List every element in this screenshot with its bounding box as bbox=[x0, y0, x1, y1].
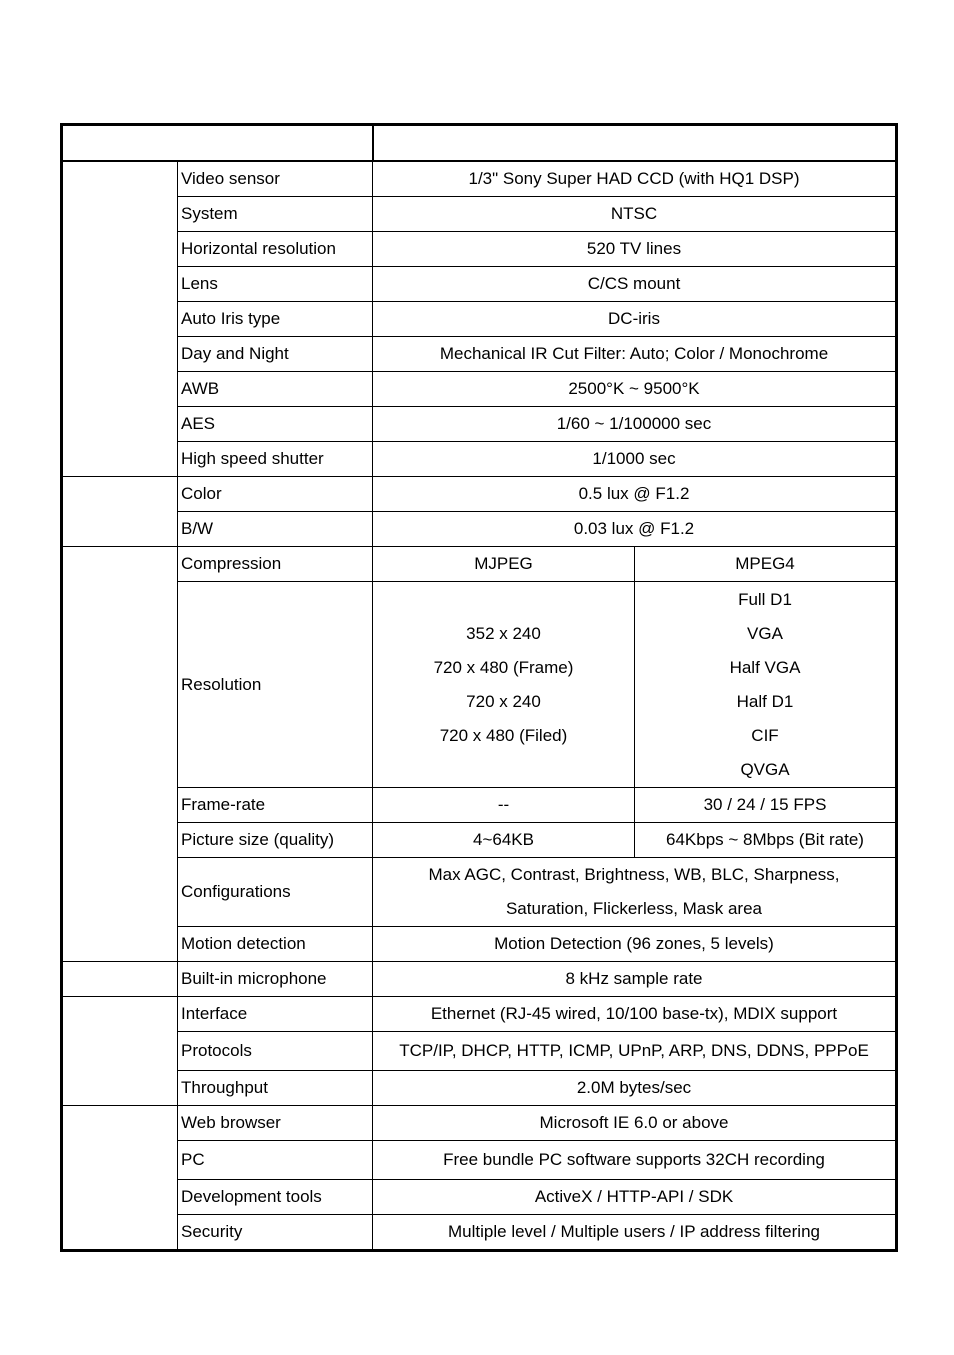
spec-value: 520 TV lines bbox=[373, 232, 897, 267]
spec-label: Auto Iris type bbox=[178, 302, 373, 337]
spec-value: Motion Detection (96 zones, 5 levels) bbox=[373, 927, 897, 962]
spec-value-multiline bbox=[373, 858, 897, 927]
spec-value: DC-iris bbox=[373, 302, 897, 337]
table-row bbox=[62, 962, 897, 997]
list-item: Half VGA bbox=[729, 657, 801, 677]
table-row bbox=[62, 197, 897, 232]
spec-label: Interface bbox=[178, 997, 373, 1032]
table-row bbox=[62, 1215, 897, 1251]
mpeg4-value: 64Kbps ~ 8Mbps (Bit rate) bbox=[635, 823, 897, 858]
mpeg4-value: 30 / 24 / 15 FPS bbox=[635, 788, 897, 823]
spec-label: Color bbox=[178, 477, 373, 512]
list-item: Half D1 bbox=[736, 691, 794, 711]
table-row bbox=[62, 477, 897, 512]
table-row bbox=[62, 372, 897, 407]
mpeg4-resolution-list bbox=[635, 582, 897, 788]
category-cell bbox=[62, 547, 178, 962]
spec-label: Web browser bbox=[178, 1106, 373, 1141]
spec-value: Multiple level / Multiple users / IP address filtering bbox=[373, 1215, 897, 1251]
spec-label: Picture size (quality) bbox=[178, 823, 373, 858]
spec-label: High speed shutter bbox=[178, 442, 373, 477]
spec-table bbox=[60, 123, 898, 1252]
spec-value: 0.5 lux @ F1.2 bbox=[373, 477, 897, 512]
table-row bbox=[62, 547, 897, 582]
list-item: VGA bbox=[747, 623, 783, 643]
spec-label: AES bbox=[178, 407, 373, 442]
header-left-cell bbox=[62, 125, 373, 162]
table-row bbox=[62, 442, 897, 477]
list-item: 352 x 240 bbox=[466, 623, 541, 643]
table-row bbox=[62, 1141, 897, 1180]
list-item: 720 x 240 bbox=[466, 691, 541, 711]
spec-label: Protocols bbox=[178, 1032, 373, 1071]
spec-value: NTSC bbox=[373, 197, 897, 232]
spec-value: Free bundle PC software supports 32CH recording bbox=[373, 1141, 897, 1180]
mpeg4-value: MPEG4 bbox=[635, 547, 897, 582]
spec-label: AWB bbox=[178, 372, 373, 407]
list-item: 720 x 480 (Filed) bbox=[439, 725, 568, 745]
table-row bbox=[62, 927, 897, 962]
table-row bbox=[62, 512, 897, 547]
spec-value: Ethernet (RJ-45 wired, 10/100 base-tx), MDIX support bbox=[373, 997, 897, 1032]
spec-value: 1/1000 sec bbox=[373, 442, 897, 477]
table-row bbox=[62, 1180, 897, 1215]
table-row bbox=[62, 337, 897, 372]
category-cell bbox=[62, 962, 178, 997]
spec-label: Frame-rate bbox=[178, 788, 373, 823]
table-row bbox=[62, 997, 897, 1032]
list-item: CIF bbox=[751, 725, 779, 745]
table-row bbox=[62, 302, 897, 337]
spec-label: Throughput bbox=[178, 1071, 373, 1106]
spec-label: Security bbox=[178, 1215, 373, 1251]
table-row bbox=[62, 407, 897, 442]
category-cell bbox=[62, 477, 178, 547]
spec-label: Lens bbox=[178, 267, 373, 302]
value-line: Saturation, Flickerless, Mask area bbox=[505, 899, 763, 918]
category-cell bbox=[62, 1106, 178, 1251]
header-right-cell bbox=[373, 125, 897, 162]
list-item: 720 x 480 (Frame) bbox=[433, 657, 574, 677]
table-row bbox=[62, 582, 897, 788]
spec-value: 1/3" Sony Super HAD CCD (with HQ1 DSP) bbox=[373, 161, 897, 197]
table-row bbox=[62, 1071, 897, 1106]
mjpeg-value: -- bbox=[373, 788, 635, 823]
list-item: QVGA bbox=[740, 759, 790, 779]
spec-value: ActiveX / HTTP-API / SDK bbox=[373, 1180, 897, 1215]
spec-value: 1/60 ~ 1/100000 sec bbox=[373, 407, 897, 442]
spec-value: 0.03 lux @ F1.2 bbox=[373, 512, 897, 547]
category-cell bbox=[62, 997, 178, 1106]
table-row bbox=[62, 267, 897, 302]
spec-label: Configurations bbox=[178, 858, 373, 927]
table-row bbox=[62, 232, 897, 267]
mjpeg-resolution-list bbox=[373, 582, 635, 788]
mjpeg-value: 4~64KB bbox=[373, 823, 635, 858]
table-row bbox=[62, 1032, 897, 1071]
spec-label: Video sensor bbox=[178, 161, 373, 197]
spec-value: TCP/IP, DHCP, HTTP, ICMP, UPnP, ARP, DNS, DDNS, PPPoE bbox=[373, 1032, 897, 1071]
table-row bbox=[62, 823, 897, 858]
spec-label: B/W bbox=[178, 512, 373, 547]
spec-value: 8 kHz sample rate bbox=[373, 962, 897, 997]
spec-label: System bbox=[178, 197, 373, 232]
spec-label: Motion detection bbox=[178, 927, 373, 962]
spec-label: PC bbox=[178, 1141, 373, 1180]
table-header-row bbox=[62, 125, 897, 162]
spec-label: Compression bbox=[178, 547, 373, 582]
spec-value: C/CS mount bbox=[373, 267, 897, 302]
category-cell bbox=[62, 161, 178, 477]
spec-value: 2500°K ~ 9500°K bbox=[373, 372, 897, 407]
table-row bbox=[62, 161, 897, 197]
spec-value: Mechanical IR Cut Filter: Auto; Color / Monochrome bbox=[373, 337, 897, 372]
value-line: Max AGC, Contrast, Brightness, WB, BLC, Sharpness, bbox=[428, 865, 840, 884]
table-row bbox=[62, 788, 897, 823]
mjpeg-value: MJPEG bbox=[373, 547, 635, 582]
spec-label: Day and Night bbox=[178, 337, 373, 372]
spec-value: Microsoft IE 6.0 or above bbox=[373, 1106, 897, 1141]
spec-label: Resolution bbox=[178, 582, 373, 788]
table-row bbox=[62, 1106, 897, 1141]
spec-value: 2.0M bytes/sec bbox=[373, 1071, 897, 1106]
spec-label: Horizontal resolution bbox=[178, 232, 373, 267]
list-item: Full D1 bbox=[738, 589, 792, 609]
table-row bbox=[62, 858, 897, 927]
spec-label: Development tools bbox=[178, 1180, 373, 1215]
spec-label: Built-in microphone bbox=[178, 962, 373, 997]
